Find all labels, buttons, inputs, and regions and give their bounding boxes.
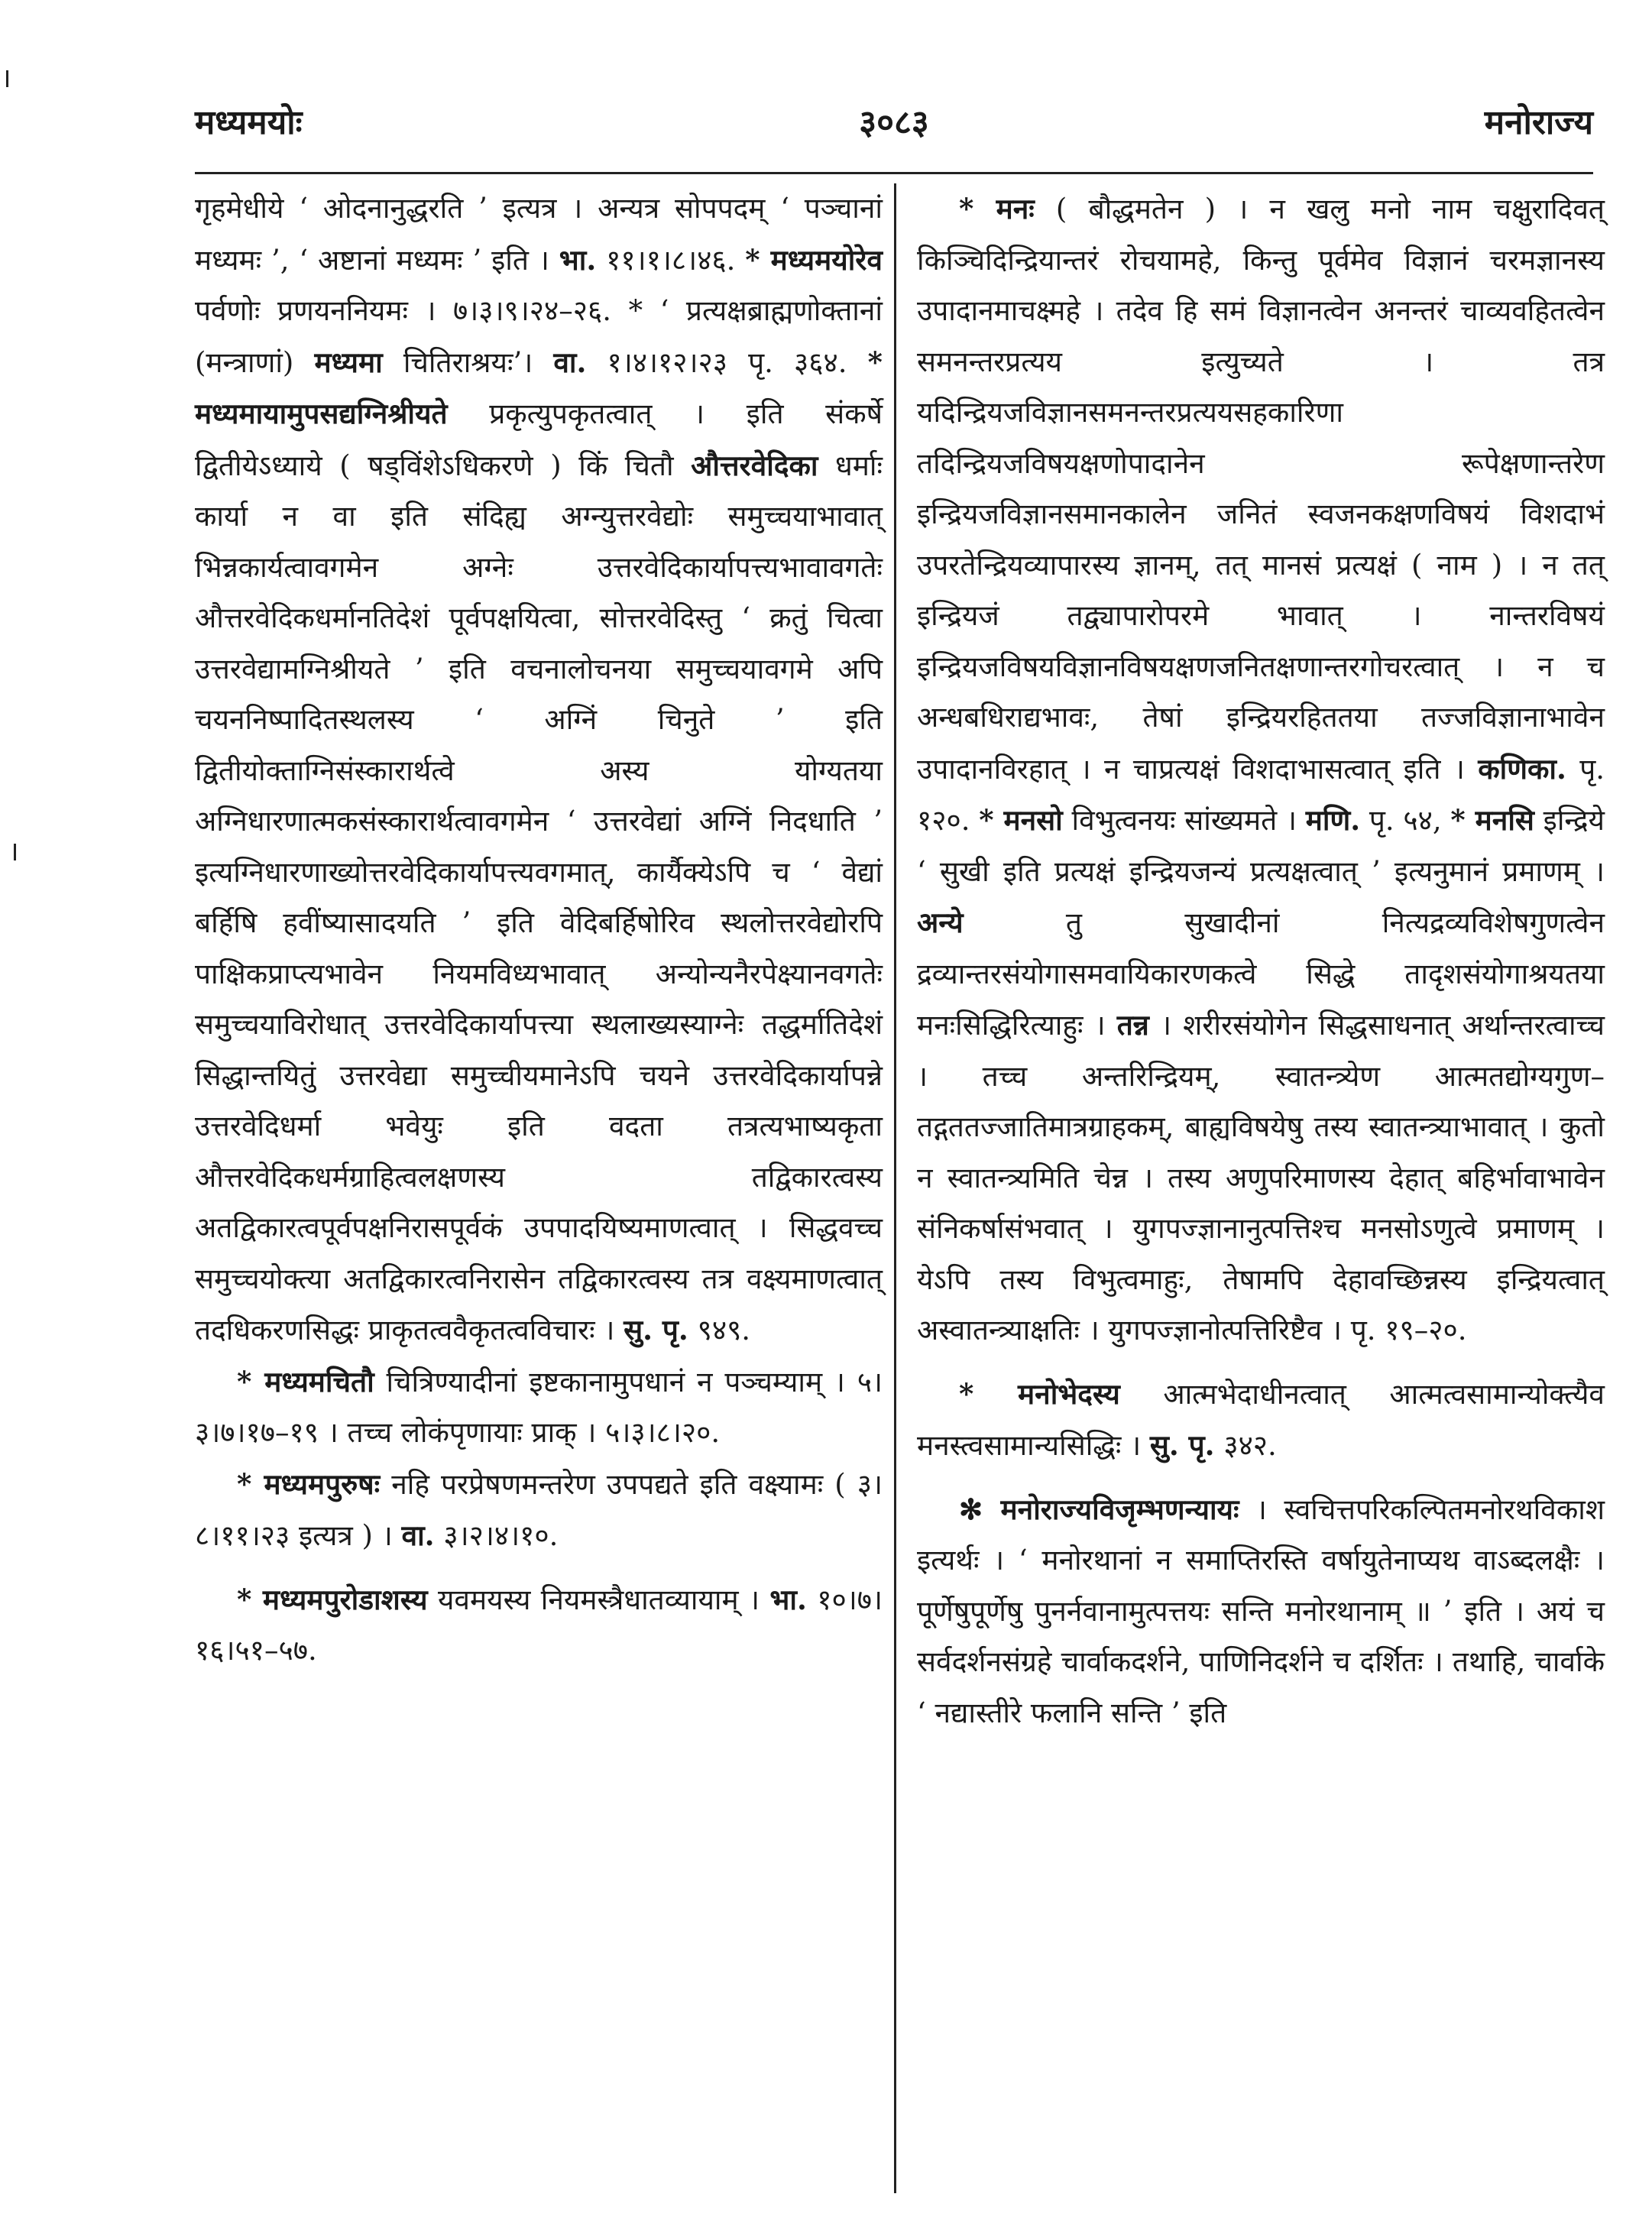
entry-text: १०।७।१६।५१–५७. [195,1583,883,1667]
entry-headword: सु. पृ. [624,1313,688,1346]
entry-headword: तन्न [1116,1008,1149,1042]
page-header [195,98,1593,151]
page-number: ३०८३ [859,103,929,142]
entry-headword: * मध्यमयोरेव [745,242,883,277]
entry-text: आत्मभेदाधीनत्वात् आत्मत्वसामान्योक्त्यैव मनस्त्वसामान्यसिद्धिः । [917,1377,1605,1462]
entry-text: यवमयस्य नियमस्त्रैधातव्यायाम् । [427,1583,770,1616]
entry-text: गृहमेधीये ‘ ओदनानुद्धरति ’ इत्यत्र । अन्यत्र सोपपदम् ‘ पञ्चानां मध्यमः ’, ‘ अष्टानां मध्यमः ’ इति । [195,192,883,277]
entry-headword: भा. [559,242,597,277]
scan-margin-mark [6,70,8,87]
entry-headword: भा. [769,1582,807,1616]
column-divider [894,183,896,2193]
entry-text: पृ. १२०. [917,752,1605,837]
entry-headword: मध्यमा [314,345,383,379]
entry-text: ( बौद्धमतेन ) । न खलु मनो नाम चक्षुरादिवत् किञ्चिदिन्द्रियान्तरं रोचयामहे, किन्तु पूर्वमेव विज्ञानं चरमज्ञानस्य उपादानमाचक्ष्महे । तदेव हि समं विज्ञानत्वेन अनन्तरं चाव्यवहितत्वेन समनन्तरप्रत्यय इत्युच्यते । तत्र यदिन्द्रियजविज्ञानसमनन्तरप्रत्ययसहकारिणा तदिन्द्रियजविषयक्षणोपादानेन रूपेक्षणान्तरेण इन्द्रियजविज्ञानसमानकालेन जनितं स्वजनकक्षणविषयं विशदाभं उपरतेन्द्रियव्यापारस्य ज्ञानम्, तत् मानसं प्रत्यक्षं ( नाम ) । न तत् इन्द्रियजं तद्व्यापारोपरमे भावात् । नान्तरविषयं इन्द्रियजविषयविज्ञानविषयक्षणजनितक्षणान्तरगोचरत्वात् । न च अन्धबधिराद्यभावः, तेषां इन्द्रियरहिततया तज्जविज्ञानाभावेन उपादानविरहात् । न चाप्रत्यक्षं विशदाभासत्वात् इति । [917,193,1605,786]
entry-headword: अन्ये [917,906,964,939]
entry-text: चितिराश्रयः’। [382,345,554,379]
entry-headword: * मध्यमपुरुषः [237,1466,381,1501]
entry-text: ११।१।८।४६. [596,243,746,277]
entry-headword: * मनसि [1450,803,1534,837]
header-right-guideword: मनोराज्य [1484,103,1593,142]
entry-headword: सु. पृ. [1149,1428,1215,1462]
entry-text: । शरीरसंयोगेन सिद्धसाधनात् अर्थान्तरत्वाच्च । तच्च अन्तरिन्द्रियम्, स्वातन्त्र्येण आत्मतद्योग्यगुण–तद्गततज्जातिमात्रग्राहकम्, बाह्यविषयेषु तस्य स्वातन्त्र्याभावात् । कुतो न स्वातन्त्र्यमिति चेन्न । तस्य अणुपरिमाणस्य देहात् बहिर्भावाभावेन संनिकर्षासंभवात् । युगपज्ज्ञानानुत्पत्तिश्च मनसोऽणुत्वे प्रमाणम् । येऽपि तस्य विभुत्वमाहुः, तेषामपि देहावच्छिन्नस्य इन्द्रियत्वात् अस्वातन्त्र्याक्षतिः । युगपज्ज्ञानोत्पत्तिरिष्टैव । पृ. १९–२०. [917,1009,1605,1346]
right-column-paragraph [917,1484,1605,1739]
entry-text: पृ. ५४, [1360,804,1451,837]
right-column [917,183,1605,1739]
left-column [195,183,883,1677]
entry-text: इन्द्रिये ‘ सुखी इति प्रत्यक्षं इन्द्रियजन्यं प्रत्यक्षत्वात् ’ इत्यनुमानं प्रमाणम् । [917,804,1605,888]
header-left-guideword: मध्यमयोः [195,103,303,142]
entry-text: धर्माः कार्या न वा इति संदिह्य अग्न्युत्तरवेद्योः समुच्चयाभावात् भिन्नकार्यत्वावगमेन अग्नेः उत्तरवेदिकार्यापत्त्यभावावगतेः औत्तरवेदिकधर्मानतिदेशं पूर्वपक्षयित्वा, सोत्तरवेदिस्तु ‘ क्रतुं चित्वा उत्तरवेद्यामग्निश्रीयते ’ इति वचनालोचनया समुच्चयावगमे अपि चयननिष्पादितस्थलस्य ‘ अग्निं चिनुते ’ इति द्वितीयोक्ताग्निसंस्कारार्थत्वे अस्य योग्यतया अग्निधारणात्मकसंस्कारार्थत्वावगमेन ‘ उत्तरवेद्यां अग्निं निदधाति ’ इत्यग्निधारणाख्योत्तरवेदिकार्यापत्त्यवगमात्, कार्यैक्येऽपि च ‘ वेद्यां बर्हिषि हवींष्यासादयति ’ इति वेदिबर्हिषोरिव स्थलोत्तरवेद्योरपि पाक्षिकप्राप्त्यभावेन नियमविध्यभावात् अन्योन्यनैरपेक्ष्यानवगतेः समुच्चयाविरोधात् उत्तरवेदिकार्यापत्त्या स्थलाख्यस्याग्नेः तद्धर्मातिदेशं सिद्धान्तयितुं उत्तरवेद्या समुच्चीयमानेऽपि चयने उत्तरवेदिकार्यापन्ने उत्तरवेदिधर्मा भवेयुः इति वदता तत्रत्यभाष्यकृता औत्तरवेदिकधर्मग्राहित्वलक्षणस्य तद्विकारत्वस्य अतद्विकारत्वपूर्वपक्षनिरासपूर्वकं उपपादयिष्यमाणत्वात् । सिद्धवच्च समुच्चयोक्त्या अतद्विकारत्वनिरासेन तद्विकारत्वस्य तत्र वक्ष्यमाणत्वात् तदधिकरणसिद्धः प्राकृतत्ववैकृतत्वविचारः । [195,449,883,1346]
entry-headword: * मनः [959,192,1035,225]
entry-headword: कणिका. [1478,751,1566,786]
entry-text: प्रकृत्युपकृतत्वात् । इति संकर्षे द्वितीयेऽध्याये ( षड्विंशेऽधिकरणे ) किं चितौ [195,397,883,482]
entry-headword: * मध्यमपुरोडाशस्य [237,1582,428,1616]
entry-headword: वा. [553,345,587,379]
entry-text: तु सुखादीनां नित्यद्रव्यविशेषगुणत्वेन द्रव्यान्तरसंयोगासमवायिकारणकत्वे सिद्धे तादृशसंयोगाश्रयतया मनःसिद्धिरित्याहुः । [917,906,1605,1042]
entry-headword: * मनोभेदस्य [959,1376,1120,1411]
entry-headword: वा. [401,1518,435,1552]
entry-text: नहि परप्रेषणमन्तरेण उपपद्यते इति वक्ष्यामः ( ३।८।११।२३ इत्यत्र ) । [195,1467,883,1552]
left-column-paragraph [195,1574,883,1677]
left-column-paragraph [195,1459,883,1562]
entry-headword: ✻ मनोराज्यविजृम्भणन्यायः [959,1492,1239,1526]
entry-text: पर्वणोः प्रणयननियमः । ७।३।९।२४–२६. * ‘ प्रत्यक्षब्राह्मणोक्तानां (मन्त्राणां) [195,294,883,379]
left-column-paragraph [195,1356,883,1459]
right-column-paragraph [917,183,1605,1356]
left-column-paragraph [195,183,883,1356]
entry-headword: औत्तरवेदिका [691,448,818,482]
entry-text: ३४२. [1214,1429,1277,1462]
header-rule [195,172,1593,174]
entry-text: ३।२।४।१०. [434,1519,559,1552]
entry-headword: * मनसो [979,803,1063,837]
right-column-paragraph [917,1369,1605,1472]
scan-margin-mark [14,844,16,860]
entry-text: ९४९. [688,1314,751,1346]
entry-headword: * मध्यमायामुपसद्यग्निश्रीयते [195,345,883,430]
entry-headword: * मध्यमचितौ [237,1364,374,1398]
entry-text: चित्रिण्यादीनां इष्टकानामुपधानं न पञ्चम्याम् । ५।३।७।१७–१९ । तच्च लोकंपृणायाः प्राक् । ५।३।८।२०. [195,1365,883,1449]
entry-text: १।४।१२।२३ पृ. ३६४. [586,345,868,379]
entry-headword: मणि. [1305,803,1361,837]
entry-text: । स्वचित्तपरिकल्पितमनोरथविकाश इत्यर्थः । ‘ मनोरथानां न समाप्तिरस्ति वर्षायुतेनाप्यथ वाऽब्दलक्षैः । पूर्णेषुपूर्णेषु पुनर्नवानामुत्पत्तयः सन्ति मनोरथानाम् ॥ ’ इति । अयं च सर्वदर्शनसंग्रहे चार्वाकदर्शने, पाणिनिदर्शने च दर्शितः । तथाहि, चार्वाके ‘ नद्यास्तीरे फलानि सन्ति ’ इति [917,1492,1605,1729]
entry-text: विभुत्वनयः सांख्यमते । [1062,804,1306,837]
